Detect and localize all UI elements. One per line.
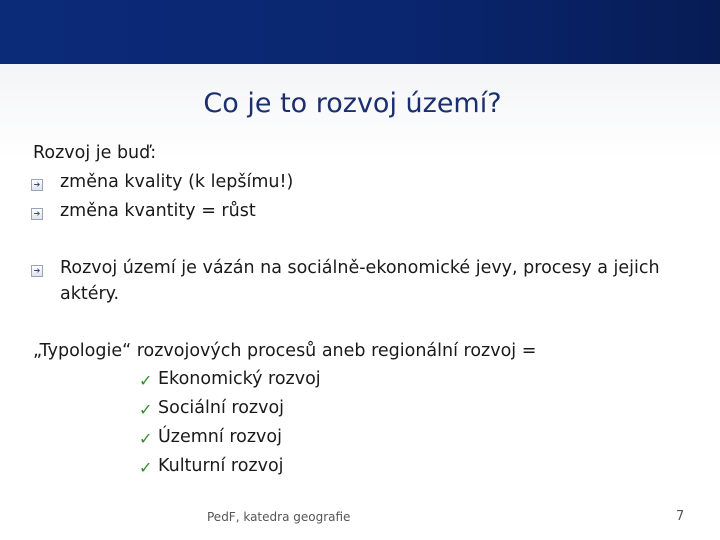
arrow-box-icon: ➔ (31, 265, 43, 277)
paragraph-line: aktéry. (60, 284, 120, 304)
typology-item: Kulturní rozvoj (158, 456, 284, 476)
header-bar (0, 0, 720, 64)
paragraph-line: Rozvoj území je vázán na sociálně-ekonomické jevy, procesy a jejich (60, 258, 660, 278)
arrow-box-icon: ➔ (31, 208, 43, 220)
typology-heading: „Typologie“ rozvojových procesů aneb regionální rozvoj = (33, 341, 537, 361)
bullet-item: změna kvality (k lepšímu!) (60, 172, 294, 192)
footer-text: PedF, katedra geografie (207, 510, 351, 524)
page-number: 7 (676, 509, 685, 524)
typology-item: Územní rozvoj (158, 427, 282, 447)
intro-text: Rozvoj je buď: (33, 143, 157, 163)
slide-title: Co je to rozvoj území? (203, 88, 502, 119)
checkmark-icon: ✓ (139, 458, 153, 477)
typology-item: Ekonomický rozvoj (158, 369, 321, 389)
checkmark-icon: ✓ (139, 371, 153, 390)
checkmark-icon: ✓ (139, 429, 153, 448)
checkmark-icon: ✓ (139, 400, 153, 419)
typology-item: Sociální rozvoj (158, 398, 285, 418)
bullet-item: změna kvantity = růst (60, 201, 256, 221)
arrow-box-icon: ➔ (31, 179, 43, 191)
